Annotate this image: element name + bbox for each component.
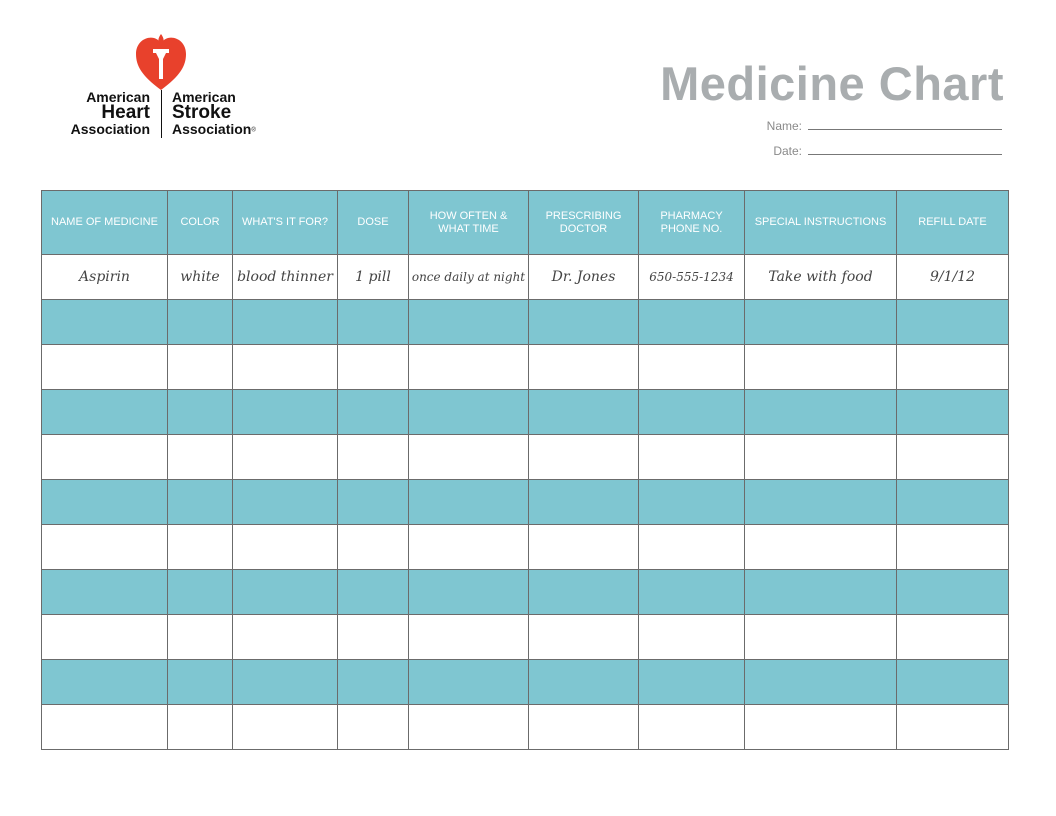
table-cell[interactable] — [639, 615, 745, 660]
table-cell[interactable] — [42, 615, 168, 660]
table-cell[interactable] — [168, 480, 233, 525]
table-cell[interactable] — [233, 660, 338, 705]
table-cell[interactable] — [233, 435, 338, 480]
table-cell[interactable] — [168, 525, 233, 570]
aha-asa-logo — [60, 32, 275, 142]
table-row — [42, 345, 1009, 390]
table-cell[interactable] — [233, 345, 338, 390]
registered-mark: ® — [251, 127, 256, 134]
table-cell[interactable] — [639, 435, 745, 480]
table-cell[interactable] — [745, 570, 897, 615]
table-cell[interactable] — [529, 570, 639, 615]
table-cell[interactable] — [409, 390, 529, 435]
table-cell[interactable] — [42, 435, 168, 480]
name-field[interactable] — [766, 119, 1002, 133]
table-cell[interactable] — [745, 525, 897, 570]
table-cell[interactable] — [338, 525, 409, 570]
table-cell[interactable] — [168, 390, 233, 435]
table-cell[interactable] — [409, 525, 529, 570]
example-cell-purpose[interactable]: blood thinner — [233, 255, 338, 300]
table-cell[interactable] — [42, 390, 168, 435]
table-cell[interactable] — [233, 705, 338, 750]
table-cell[interactable] — [897, 660, 1009, 705]
date-label: Date: — [773, 144, 802, 158]
table-cell[interactable] — [529, 300, 639, 345]
table-cell[interactable] — [529, 615, 639, 660]
table-cell[interactable] — [745, 615, 897, 660]
header-how-often: HOW OFTEN & WHAT TIME — [409, 191, 529, 255]
heart-torch-icon — [134, 32, 188, 92]
table-cell[interactable] — [639, 525, 745, 570]
table-row — [42, 615, 1009, 660]
table-row — [42, 660, 1009, 705]
table-cell[interactable] — [745, 705, 897, 750]
header-special-instructions: SPECIAL INSTRUCTIONS — [745, 191, 897, 255]
header-dose: DOSE — [338, 191, 409, 255]
table-cell[interactable] — [409, 435, 529, 480]
table-cell[interactable] — [338, 435, 409, 480]
header-row — [42, 191, 1009, 255]
table-cell[interactable] — [168, 570, 233, 615]
example-cell-refill[interactable]: 9/1/12 — [897, 255, 1009, 300]
header-prescribing-doctor: PRESCRIBING DOCTOR — [529, 191, 639, 255]
table-cell[interactable] — [233, 525, 338, 570]
table-cell[interactable] — [409, 615, 529, 660]
table-cell[interactable] — [745, 435, 897, 480]
table-cell[interactable] — [745, 300, 897, 345]
example-cell-dose[interactable]: 1 pill — [338, 255, 409, 300]
table-cell[interactable] — [42, 480, 168, 525]
table-cell[interactable] — [233, 300, 338, 345]
table-cell[interactable] — [409, 345, 529, 390]
medicine-table — [41, 190, 1009, 750]
table-cell[interactable] — [233, 390, 338, 435]
table-cell[interactable] — [897, 705, 1009, 750]
table-cell[interactable] — [897, 300, 1009, 345]
header-whats-it-for: WHAT'S IT FOR? — [233, 191, 338, 255]
table-row — [42, 390, 1009, 435]
table-cell[interactable] — [168, 435, 233, 480]
table-cell[interactable] — [168, 660, 233, 705]
table-cell[interactable] — [338, 570, 409, 615]
table-cell[interactable] — [42, 660, 168, 705]
asa-wordmark: American Stroke Association® — [172, 89, 256, 137]
table-row — [42, 705, 1009, 750]
table-cell[interactable] — [233, 570, 338, 615]
table-cell[interactable] — [409, 705, 529, 750]
table-cell[interactable] — [409, 570, 529, 615]
table-cell[interactable] — [338, 300, 409, 345]
table-cell[interactable] — [529, 435, 639, 480]
table-cell[interactable] — [745, 660, 897, 705]
table-cell[interactable] — [338, 480, 409, 525]
table-cell[interactable] — [338, 660, 409, 705]
table-cell[interactable] — [639, 300, 745, 345]
example-cell-frequency[interactable]: once daily at night — [409, 255, 529, 300]
table-cell[interactable] — [42, 345, 168, 390]
table-cell[interactable] — [409, 300, 529, 345]
example-cell-medicine[interactable]: Aspirin — [42, 255, 168, 300]
table-cell[interactable] — [897, 345, 1009, 390]
table-row — [42, 480, 1009, 525]
table-row — [42, 300, 1009, 345]
table-cell[interactable] — [639, 570, 745, 615]
page-title: Medicine Chart — [660, 57, 1004, 110]
name-line[interactable] — [808, 119, 1002, 130]
table-cell[interactable] — [897, 615, 1009, 660]
header-name-of-medicine: NAME OF MEDICINE — [42, 191, 168, 255]
table-cell[interactable] — [897, 390, 1009, 435]
table-cell[interactable] — [745, 480, 897, 525]
table-cell[interactable] — [639, 705, 745, 750]
aha-wordmark: American Heart Association — [70, 89, 150, 137]
example-cell-phone[interactable]: 650-555-1234 — [639, 255, 745, 300]
table-cell[interactable] — [168, 345, 233, 390]
date-field[interactable] — [766, 144, 1002, 158]
table-cell[interactable] — [745, 345, 897, 390]
date-line[interactable] — [808, 144, 1002, 155]
header-refill-date: REFILL DATE — [897, 191, 1009, 255]
table-cell[interactable] — [639, 660, 745, 705]
table-cell[interactable] — [409, 480, 529, 525]
table-cell[interactable] — [529, 480, 639, 525]
table-cell[interactable] — [639, 480, 745, 525]
table-cell[interactable] — [897, 435, 1009, 480]
table-cell[interactable] — [639, 390, 745, 435]
table-cell[interactable] — [42, 705, 168, 750]
table-row — [42, 570, 1009, 615]
table-cell[interactable] — [233, 480, 338, 525]
table-cell[interactable] — [338, 615, 409, 660]
table-row — [42, 435, 1009, 480]
table-row — [42, 525, 1009, 570]
logo-divider — [161, 90, 162, 138]
table-cell[interactable] — [338, 390, 409, 435]
table-cell[interactable] — [168, 300, 233, 345]
table-cell[interactable] — [639, 345, 745, 390]
table-cell[interactable] — [897, 525, 1009, 570]
table-cell[interactable] — [529, 390, 639, 435]
example-cell-instructions[interactable]: Take with food — [745, 255, 897, 300]
table-cell[interactable] — [233, 615, 338, 660]
table-cell[interactable] — [529, 660, 639, 705]
header-color: COLOR — [168, 191, 233, 255]
table-cell[interactable] — [745, 390, 897, 435]
table-cell[interactable] — [529, 345, 639, 390]
table-cell[interactable] — [529, 705, 639, 750]
table-cell[interactable] — [897, 570, 1009, 615]
table-cell[interactable] — [168, 615, 233, 660]
table-cell[interactable] — [409, 660, 529, 705]
name-label: Name: — [766, 119, 802, 133]
table-cell[interactable] — [897, 480, 1009, 525]
example-cell-doctor[interactable]: Dr. Jones — [529, 255, 639, 300]
example-row — [42, 255, 1009, 300]
table-cell[interactable] — [338, 705, 409, 750]
table-cell[interactable] — [42, 570, 168, 615]
example-cell-color[interactable]: white — [168, 255, 233, 300]
table-cell[interactable] — [338, 345, 409, 390]
table-cell[interactable] — [168, 705, 233, 750]
table-cell[interactable] — [42, 300, 168, 345]
table-cell[interactable] — [529, 525, 639, 570]
table-cell[interactable] — [42, 525, 168, 570]
header-pharmacy-phone: PHARMACY PHONE NO. — [639, 191, 745, 255]
